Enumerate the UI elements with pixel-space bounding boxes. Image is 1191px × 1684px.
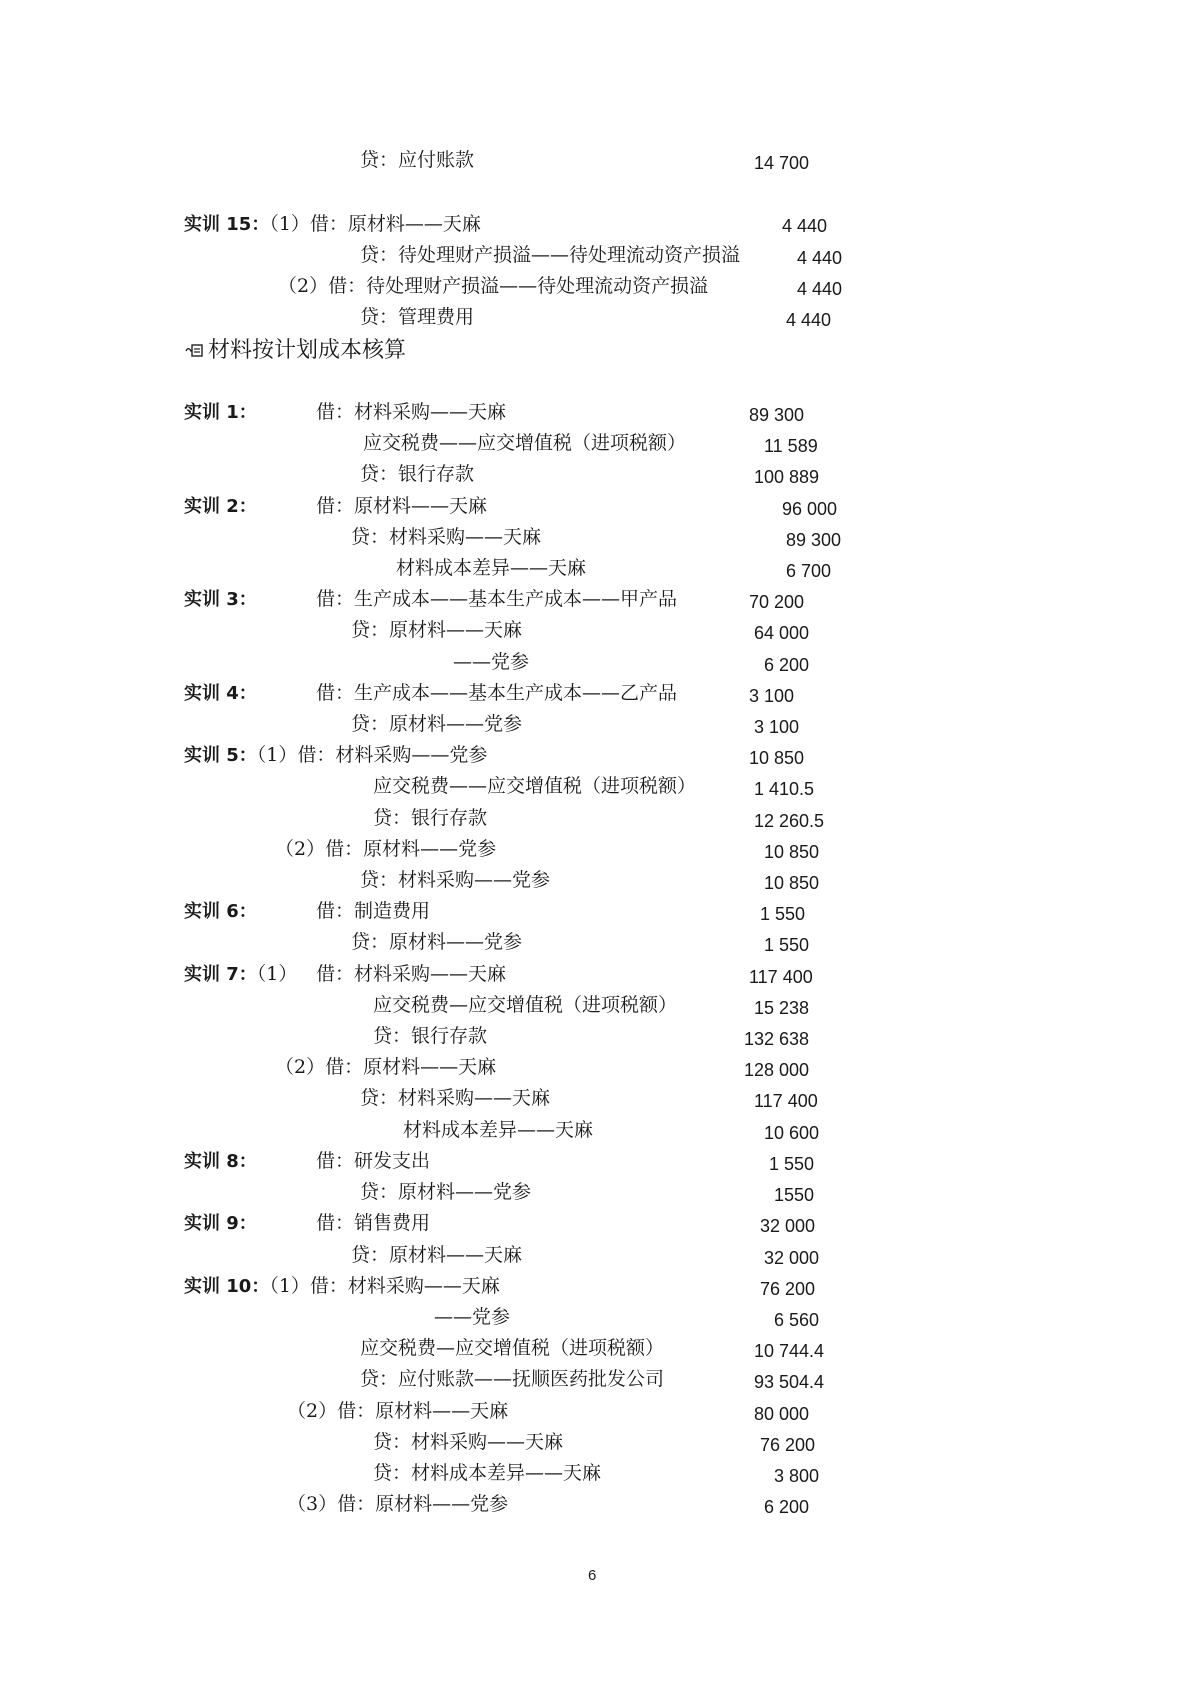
entry-amount: 96 000: [782, 499, 838, 519]
entry-text: 实训 5：（1）借：材料采购——党参: [184, 744, 488, 766]
entry-amount: 1550: [774, 1185, 815, 1205]
entry-text: 借：材料采购——天麻: [316, 963, 507, 985]
entry-text: [184, 400, 257, 425]
entry-amount: 76 200: [760, 1279, 816, 1299]
exercise-label: 实训 6：: [184, 901, 257, 922]
entry-text: 贷：材料采购——天麻: [360, 1087, 551, 1109]
entry-text: 应交税费—应交增值税（进项税额）: [373, 994, 678, 1016]
entry-amount: 1 410.5: [754, 779, 815, 799]
entry-amount: 64 000: [754, 623, 810, 643]
entry-text: （2）借：待处理财产损溢——待处理流动资产损溢: [278, 275, 709, 297]
entry-amount: 4 440: [786, 310, 832, 330]
entry-amount: 89 300: [786, 530, 842, 550]
entry-amount: 128 000: [744, 1060, 810, 1080]
exercise-label: 实训 10：: [184, 1276, 270, 1297]
entry-amount: 89 300: [749, 405, 805, 425]
entry-text: 应交税费——应交增值税（进项税额）: [363, 432, 687, 454]
entry-text: 贷：材料采购——天麻: [373, 1431, 564, 1453]
entry-text: 借：生产成本——基本生产成本——甲产品: [316, 588, 678, 610]
entry-text: 实训 7：（1）: [184, 963, 298, 985]
page-number: 6: [588, 1567, 597, 1584]
entry-text: 贷：银行存款: [373, 807, 488, 829]
entry-amount: 32 000: [760, 1216, 816, 1236]
entry-text: （2）借：原材料——天麻: [275, 1056, 497, 1078]
entry-amount: 10 850: [749, 748, 805, 768]
entry-amount: 3 100: [749, 686, 795, 706]
entry-text: 贷：原材料——党参: [351, 931, 523, 953]
entry-text: 贷：应付账款: [360, 149, 475, 171]
entry-amount: 70 200: [749, 592, 805, 612]
entry-text: 借：销售费用: [316, 1212, 431, 1234]
entry-amount: 12 260.5: [754, 811, 825, 831]
entry-amount: 6 200: [764, 1497, 810, 1517]
entry-amount: 1 550: [769, 1154, 815, 1174]
entry-amount: 6 700: [786, 561, 832, 581]
entry-text: 贷：材料采购——天麻: [351, 526, 542, 548]
entry-amount: 4 440: [782, 216, 828, 236]
entry-amount: 4 440: [797, 248, 843, 268]
entry-text: 贷：原材料——天麻: [351, 619, 523, 641]
entry-text: 材料成本差异——天麻: [403, 1119, 594, 1141]
entry-text: 借：制造费用: [316, 900, 431, 922]
entry-amount: 80 000: [754, 1404, 810, 1424]
entry-text: 贷：应付账款——抚顺医药批发公司: [360, 1368, 665, 1390]
entry-text: 贷：待处理财产损溢——待处理流动资产损溢: [360, 244, 741, 266]
entry-text: 贷：银行存款: [373, 1025, 488, 1047]
entry-text: [184, 1149, 257, 1174]
entry-amount: 76 200: [760, 1435, 816, 1455]
section-heading: [185, 336, 406, 366]
entry-amount: 10 850: [764, 842, 820, 862]
entry-text: 材料成本差异——天麻: [396, 557, 587, 579]
exercise-label: 实训 3：: [184, 589, 257, 610]
entry-text: [184, 494, 257, 519]
entry-text: [184, 1211, 257, 1236]
exercise-label: 实训 4：: [184, 683, 257, 704]
entry-text: 借：生产成本——基本生产成本——乙产品: [316, 682, 678, 704]
entry-text: （2）借：原材料——天麻: [287, 1400, 509, 1422]
entry-amount: 10 850: [764, 873, 820, 893]
entry-text: 贷：银行存款: [360, 463, 475, 485]
entry-text: ——党参: [453, 651, 530, 673]
exercise-label: 实训 9：: [184, 1213, 257, 1234]
entry-text: 实训 10：（1）借：材料采购——天麻: [184, 1275, 500, 1297]
exercise-label: 实训 1：: [184, 402, 257, 423]
entry-amount: 1 550: [764, 935, 810, 955]
entry-text: [184, 899, 257, 924]
entry-text: 借：研发支出: [316, 1150, 431, 1172]
exercise-label: 实训 8：: [184, 1151, 257, 1172]
entry-amount: 32 000: [764, 1248, 820, 1268]
entry-amount: 10 600: [764, 1123, 820, 1143]
entry-amount: 3 100: [754, 717, 800, 737]
entry-amount: 3 800: [774, 1466, 820, 1486]
entry-text: [184, 681, 257, 706]
entry-amount: 117 400: [749, 967, 813, 987]
entry-amount: 6 560: [774, 1310, 820, 1330]
entry-amount: 11 589: [764, 436, 818, 456]
entry-text: 应交税费—应交增值税（进项税额）: [360, 1337, 665, 1359]
entry-amount: 93 504.4: [754, 1372, 825, 1392]
entry-amount: 132 638: [744, 1029, 810, 1049]
entry-text: 借：材料采购——天麻: [316, 401, 507, 423]
entry-amount: 117 400: [754, 1091, 818, 1111]
entry-text: 借：原材料——天麻: [316, 495, 488, 517]
exercise-label: 实训 5：: [184, 745, 257, 766]
entry-text: [184, 587, 257, 612]
entry-text: 贷：材料采购——党参: [360, 869, 551, 891]
entry-text: 贷：材料成本差异——天麻: [373, 1462, 602, 1484]
entry-text: 应交税费——应交增值税（进项税额）: [373, 775, 697, 797]
entry-amount: 10 744.4: [754, 1341, 825, 1361]
entry-text: 贷：原材料——党参: [351, 713, 523, 735]
entry-text: 贷：原材料——党参: [360, 1181, 532, 1203]
entry-text: 贷：原材料——天麻: [351, 1244, 523, 1266]
hand-pointing-icon: [185, 341, 205, 359]
entry-amount: 15 238: [754, 998, 810, 1018]
entry-amount: 1 550: [760, 904, 806, 924]
entry-amount: 14 700: [754, 153, 810, 173]
entry-text: 实训 15：（1）借：原材料——天麻: [184, 213, 481, 235]
entry-amount: 100 889: [754, 467, 820, 487]
entry-amount: 4 440: [797, 279, 843, 299]
exercise-label: 实训 2：: [184, 496, 257, 517]
entry-text: （3）借：原材料——党参: [287, 1493, 509, 1515]
heading-text: 材料按计划成本核算: [208, 338, 407, 363]
entry-text: ——党参: [434, 1306, 511, 1328]
entry-amount: 6 200: [764, 655, 810, 675]
exercise-label: 实训 15：: [184, 214, 270, 235]
exercise-label: 实训 7：: [184, 964, 257, 985]
entry-text: 贷：管理费用: [360, 306, 475, 328]
entry-text: （2）借：原材料——党参: [275, 838, 497, 860]
